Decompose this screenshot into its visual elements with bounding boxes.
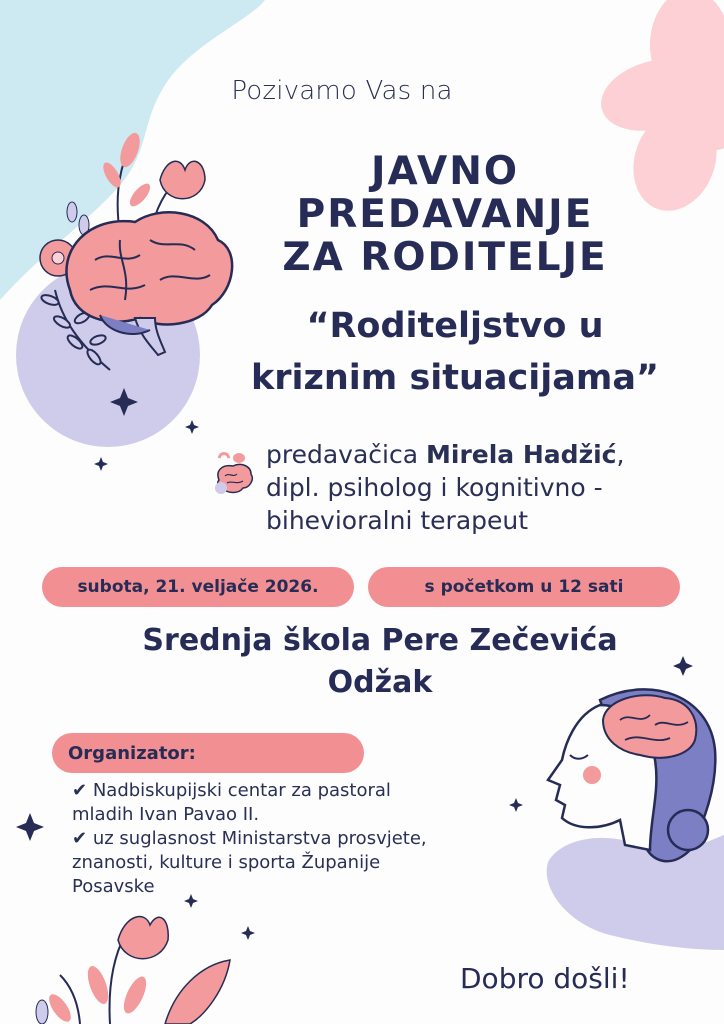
subtitle-line: “Roditeljstvo u: [306, 306, 604, 346]
title-line: PREDAVANJE: [296, 192, 594, 237]
woman-profile-icon: [548, 689, 715, 861]
organizer-text: Posavske: [72, 876, 155, 897]
title-line: ZA RODITELJE: [282, 235, 608, 280]
date-badge: subota, 21. veljače 2026.: [42, 567, 354, 607]
subtitle-line: kriznim situacijama”: [250, 358, 660, 398]
check-icon: ✔: [72, 780, 88, 801]
lecture-subtitle: [190, 300, 720, 404]
brain-icon: [213, 450, 257, 500]
organizer-text: znanosti, kulture i sporta Županije: [72, 852, 381, 873]
organizer-text: mladih Ivan Pavao II.: [72, 804, 260, 825]
welcome-text: Dobro došli!: [460, 962, 630, 995]
venue-line: Srednja škola Pere Zečevića: [142, 623, 618, 658]
lecturer-name: Mirela Hadžić: [426, 440, 617, 469]
flower-icon: [36, 917, 230, 1024]
organizer-label: Organizator:: [52, 733, 364, 773]
lecturer-info: [266, 438, 706, 537]
intro-text: Pozivamo Vas na: [231, 76, 453, 106]
list-item: [72, 779, 492, 827]
organizer-text: Nadbiskupijski centar za pastoral: [92, 780, 391, 801]
organizer-list: [72, 779, 492, 899]
lecturer-title-line: bihevioralni terapeut: [266, 506, 529, 535]
event-title: [240, 150, 650, 279]
organizer-text: uz suglasnost Ministarstva prosvjete,: [92, 828, 427, 849]
title-line: JAVNO: [370, 149, 520, 194]
lecturer-suffix: ,: [616, 440, 625, 469]
time-badge: s početkom u 12 sati: [368, 567, 680, 607]
lecturer-title-line: dipl. psiholog i kognitivno -: [266, 473, 603, 502]
list-item: [72, 827, 492, 899]
venue-line: Odžak: [327, 665, 433, 700]
venue: [70, 620, 690, 704]
lecturer-prefix: predavačica: [266, 440, 426, 469]
lecturer-line: [266, 438, 706, 471]
lavender-blob-bottom: [547, 835, 724, 950]
check-icon: ✔: [72, 828, 88, 849]
